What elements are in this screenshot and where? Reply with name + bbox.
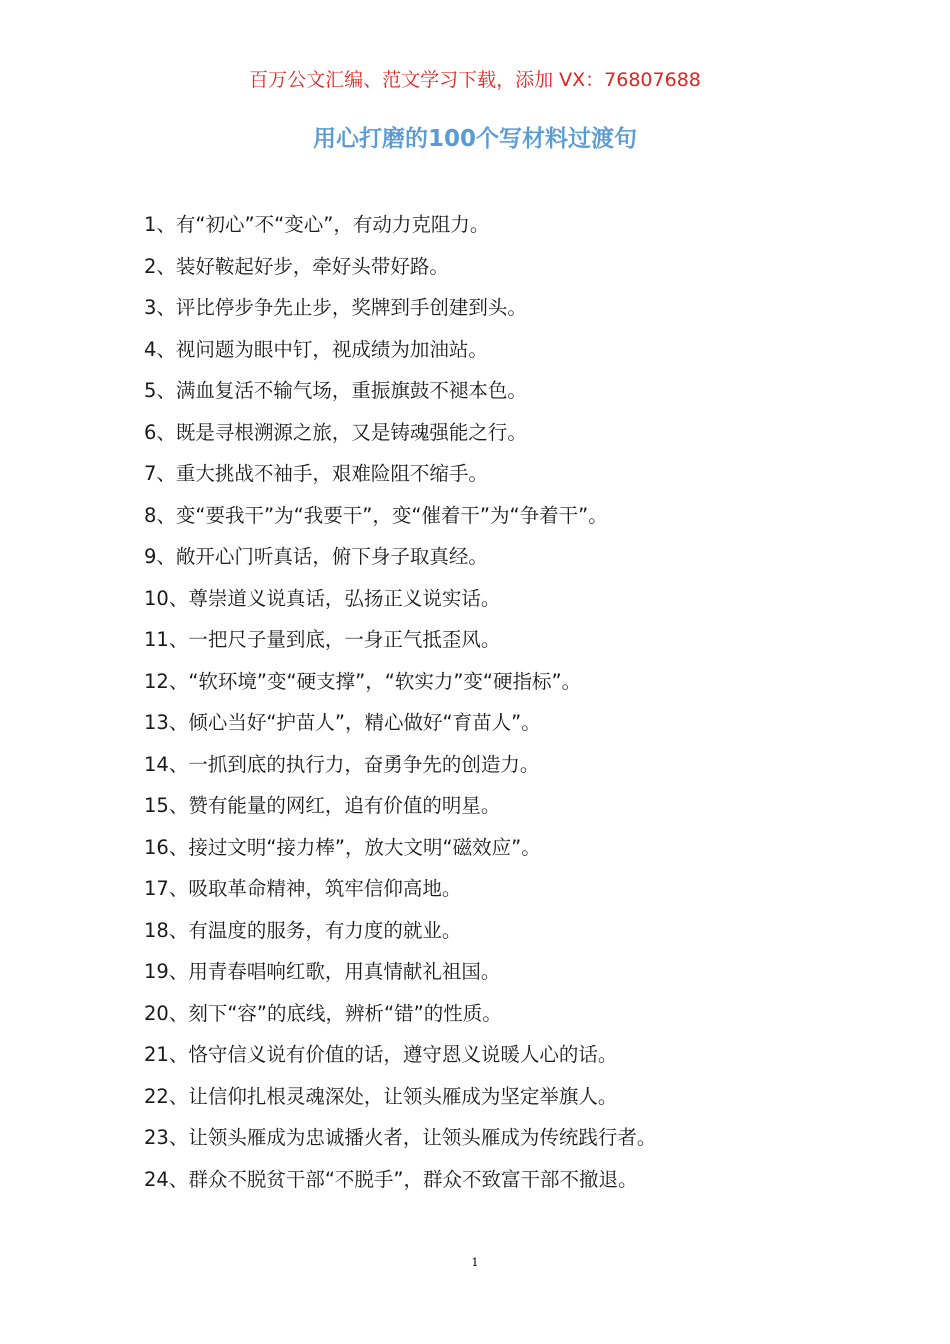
list-item: 15、赞有能量的网红，追有价值的明星。	[144, 794, 501, 817]
list-item: 7、重大挑战不袖手，艰难险阻不缩手。	[144, 462, 488, 485]
list-item: 20、刻下“容”的底线，辨析“错”的性质。	[144, 1001, 502, 1025]
list-item: 13、倾心当好“护苗人”，精心做好“育苗人”。	[144, 711, 541, 734]
list-item: 2、装好鞍起好步，牵好头带好路。	[144, 254, 449, 278]
promo-header: 百万公文汇编、范文学习下载，添加 VX：76807688	[249, 69, 701, 91]
list-item: 16、接过文明“接力棒”，放大文明“磁效应”。	[144, 835, 541, 859]
list-item: 11、一把尺子量到底，一身正气抵歪风。	[144, 628, 501, 651]
list-item: 8、变“要我干”为“我要干”，变“催着干”为“争着干”。	[144, 503, 608, 527]
page-title: 用心打磨的100个写材料过渡句	[312, 126, 637, 152]
list-item: 24、群众不脱贫干部“不脱手”，群众不致富干部不撤退。	[144, 1167, 638, 1191]
list-item: 12、“软环境”变“硬支撑”，“软实力”变“硬指标”。	[144, 669, 582, 693]
page-number: 1	[471, 1256, 479, 1269]
list-item: 10、尊崇道义说真话，弘扬正义说实话。	[144, 586, 501, 610]
sentence-list	[144, 204, 904, 1200]
list-item: 17、吸取革命精神，筑牢信仰高地。	[144, 877, 462, 900]
list-item: 6、既是寻根溯源之旅，又是铸魂强能之行。	[144, 420, 527, 444]
list-item: 18、有温度的服务，有力度的就业。	[144, 918, 462, 942]
list-item: 1、有“初心”不“变心”，有动力克阻力。	[144, 213, 490, 236]
list-item: 4、视问题为眼中钉，视成绩为加油站。	[144, 337, 488, 361]
list-item: 22、让信仰扎根灵魂深处，让领头雁成为坚定举旗人。	[144, 1084, 618, 1108]
list-item: 23、让领头雁成为忠诚播火者，让领头雁成为传统践行者。	[144, 1126, 657, 1149]
list-item: 14、一抓到底的执行力，奋勇争先的创造力。	[144, 752, 540, 776]
list-item: 3、评比停步争先止步，奖牌到手创建到头。	[144, 296, 527, 319]
list-item: 21、恪守信义说有价值的话，遵守恩义说暖人心的话。	[144, 1043, 618, 1066]
list-item: 19、用青春唱响红歌，用真情献礼祖国。	[144, 960, 501, 983]
list-item: 9、敞开心门听真话，俯下身子取真经。	[144, 545, 488, 568]
list-item: 5、满血复活不输气场，重振旗鼓不褪本色。	[144, 379, 527, 402]
